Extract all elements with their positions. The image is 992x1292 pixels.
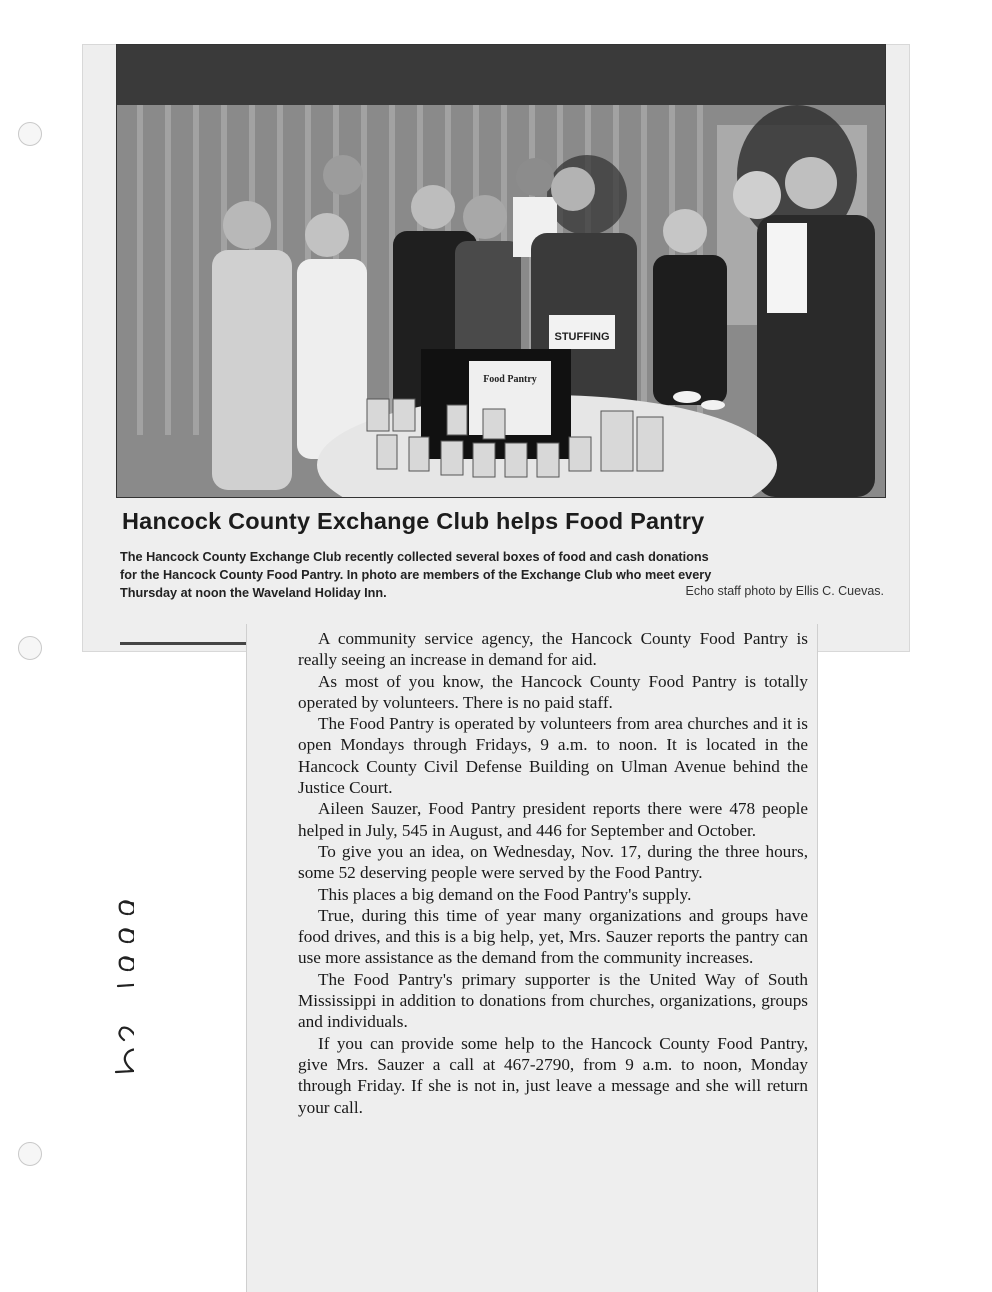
article-paragraph: The Food Pantry's primary supporter is the United Way of South Mississippi in addition to donations from churches, organizations, groups and individuals. (298, 969, 808, 1032)
news-photo (116, 44, 886, 498)
article-paragraph: To give you an idea, on Wednesday, Nov. 17, during the three hours, some 52 deserving people were served by the Food Pantry. (298, 841, 808, 883)
caption-line: Thursday at noon the Waveland Holiday Inn. (120, 586, 387, 600)
article-paragraph: A community service agency, the Hancock County Food Pantry is really seeing an increase in demand for aid. (298, 629, 808, 670)
article-paragraph: This places a big demand on the Food Pantry's supply. (318, 884, 692, 904)
article-headline: Hancock County Exchange Club helps Food Pantry (122, 508, 705, 534)
article-paragraph: If you can provide some help to the Hancock County Food Pantry, give Mrs. Sauzer a call at 467-2790, from 9 a.m. to noon, Monday through Friday. If she is not in, just leave a message and she will return your call. (298, 1033, 808, 1117)
punch-hole-bottom (18, 1142, 42, 1166)
caption-line: The Hancock County Exchange Club recently collected several boxes of food and cash donations (120, 550, 709, 564)
handwritten-date-note (70, 860, 134, 1080)
photo-credit: Echo staff photo by Ellis C. Cuevas. (685, 584, 884, 598)
article-paragraph: As most of you know, the Hancock County Food Pantry is totally operated by volunteers. There is no paid staff. (298, 671, 808, 712)
photo-illustration (117, 45, 885, 497)
box-label: Food Pantry (483, 374, 537, 385)
article-body (298, 628, 808, 1118)
caption-line: for the Hancock County Food Pantry. In photo are members of the Exchange Club who meet every (120, 568, 712, 582)
stuffing-label: STUFFING (554, 331, 610, 343)
punch-hole-middle (18, 636, 42, 660)
column-rule (120, 642, 250, 651)
article-paragraph: The Food Pantry is operated by volunteers from area churches and it is open Mondays through Fridays, 9 a.m. to noon. It is located in the Hancock County Civil Defense Building on Ulman Avenue behind the Justice Court. (298, 714, 808, 798)
article-paragraph: True, during this time of year many organizations and groups have food drives, and this is a big help, yet, Mrs. Sauzer reports the pantry can use more assistance as the demand from the community increases. (298, 905, 808, 968)
article-paragraph: Aileen Sauzer, Food Pantry president reports there were 478 people helped in July, 545 in August, and 446 for September and October. (298, 799, 808, 840)
punch-hole-top (18, 122, 42, 146)
